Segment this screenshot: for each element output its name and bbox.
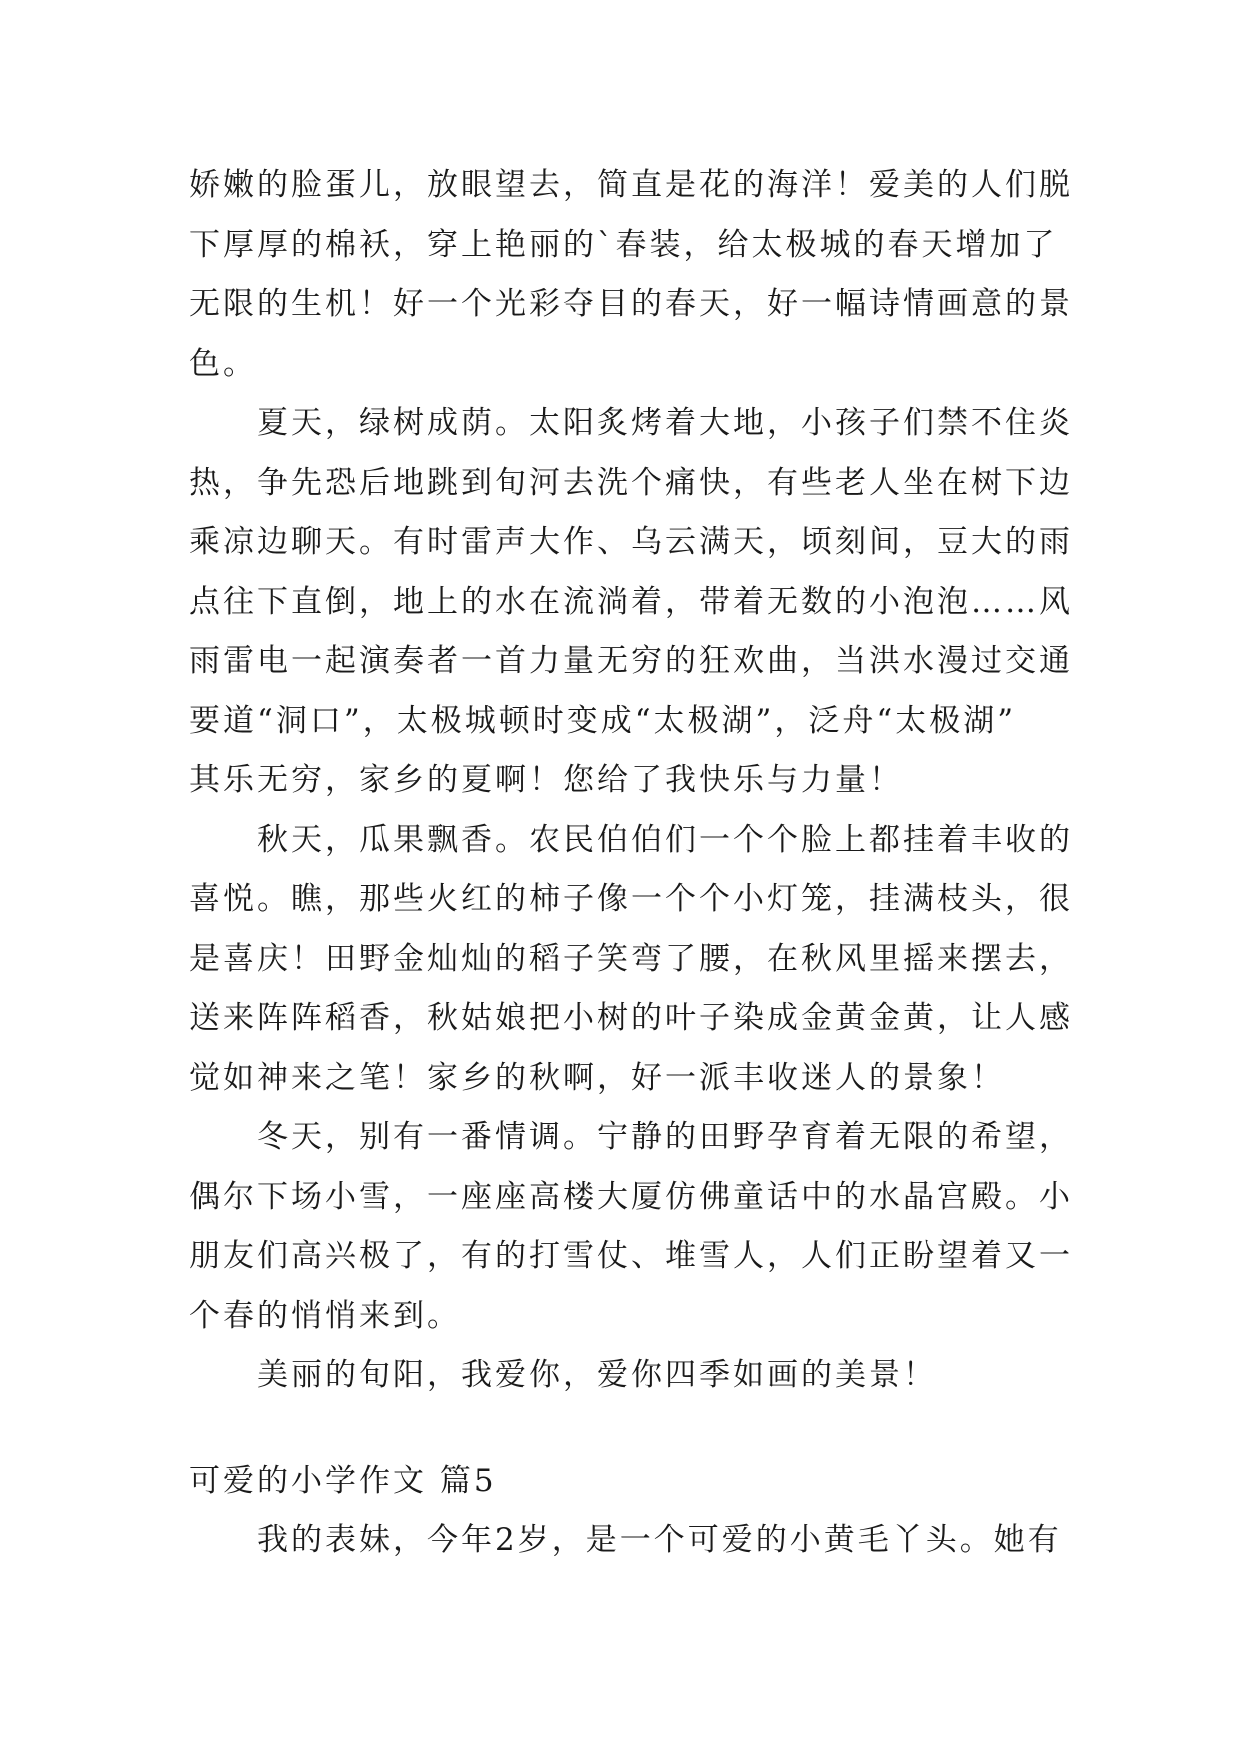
paragraph-line: 乘凉边聊天。有时雷声大作、乌云满天，顷刻间，豆大的雨 bbox=[189, 524, 1073, 560]
paragraph-line: 要道“洞口”，太极城顿时变成“太极湖”，泛舟“太极湖” bbox=[189, 702, 1017, 739]
paragraph-line: 娇嫩的脸蛋儿，放眼望去，简直是花的海洋！爱美的人们脱 bbox=[189, 167, 1073, 203]
paragraph-line: 冬天，别有一番情调。宁静的田野孕育着无限的希望， bbox=[257, 1119, 1073, 1155]
paragraph-line: 下厚厚的棉袄，穿上艳丽的`春装，给太极城的春天增加了 bbox=[189, 226, 1058, 263]
paragraph-line: 是喜庆！田野金灿灿的稻子笑弯了腰，在秋风里摇来摆去， bbox=[189, 940, 1073, 977]
paragraph-line: 色。 bbox=[189, 345, 257, 382]
paragraph-line: 雨雷电一起演奏者一首力量无穷的狂欢曲，当洪水漫过交通 bbox=[189, 643, 1073, 679]
document-body bbox=[189, 156, 1073, 1571]
paragraph-line: 其乐无穷，家乡的夏啊！您给了我快乐与力量！ bbox=[189, 762, 903, 798]
paragraph-line: 热，争先恐后地跳到旬河去洗个痛快，有些老人坐在树下边 bbox=[189, 464, 1073, 501]
paragraph-line: 美丽的旬阳，我爱你，爱你四季如画的美景！ bbox=[257, 1357, 937, 1393]
paragraph-line: 喜悦。瞧，那些火红的柿子像一个个小灯笼，挂满枝头，很 bbox=[189, 881, 1073, 917]
paragraph-line: 夏天，绿树成荫。太阳炙烤着大地，小孩子们禁不住炎 bbox=[257, 405, 1073, 441]
section-heading: 可爱的小学作文 篇5 bbox=[189, 1462, 497, 1499]
paragraph-line: 送来阵阵稻香，秋姑娘把小树的叶子染成金黄金黄，让人感 bbox=[189, 1000, 1073, 1036]
paragraph-line: 朋友们高兴极了，有的打雪仗、堆雪人，人们正盼望着又一 bbox=[189, 1238, 1073, 1274]
paragraph-line: 觉如神来之笔！家乡的秋啊，好一派丰收迷人的景象！ bbox=[189, 1059, 1005, 1096]
paragraph-line: 点往下直倒，地上的水在流淌着，带着无数的小泡泡……风 bbox=[189, 583, 1073, 620]
paragraph-line: 无限的生机！好一个光彩夺目的春天，好一幅诗情画意的景 bbox=[189, 286, 1073, 322]
paragraph-line: 我的表妹，今年2岁，是一个可爱的小黄毛丫头。她有 bbox=[257, 1522, 1062, 1558]
section-spacer bbox=[189, 1406, 1059, 1452]
paragraph-line: 个春的悄悄来到。 bbox=[189, 1297, 461, 1334]
paragraph-line: 秋天，瓜果飘香。农民伯伯们一个个脸上都挂着丰收的 bbox=[257, 821, 1073, 858]
paragraph-line: 偶尔下场小雪，一座座高楼大厦仿佛童话中的水晶宫殿。小 bbox=[189, 1178, 1073, 1215]
